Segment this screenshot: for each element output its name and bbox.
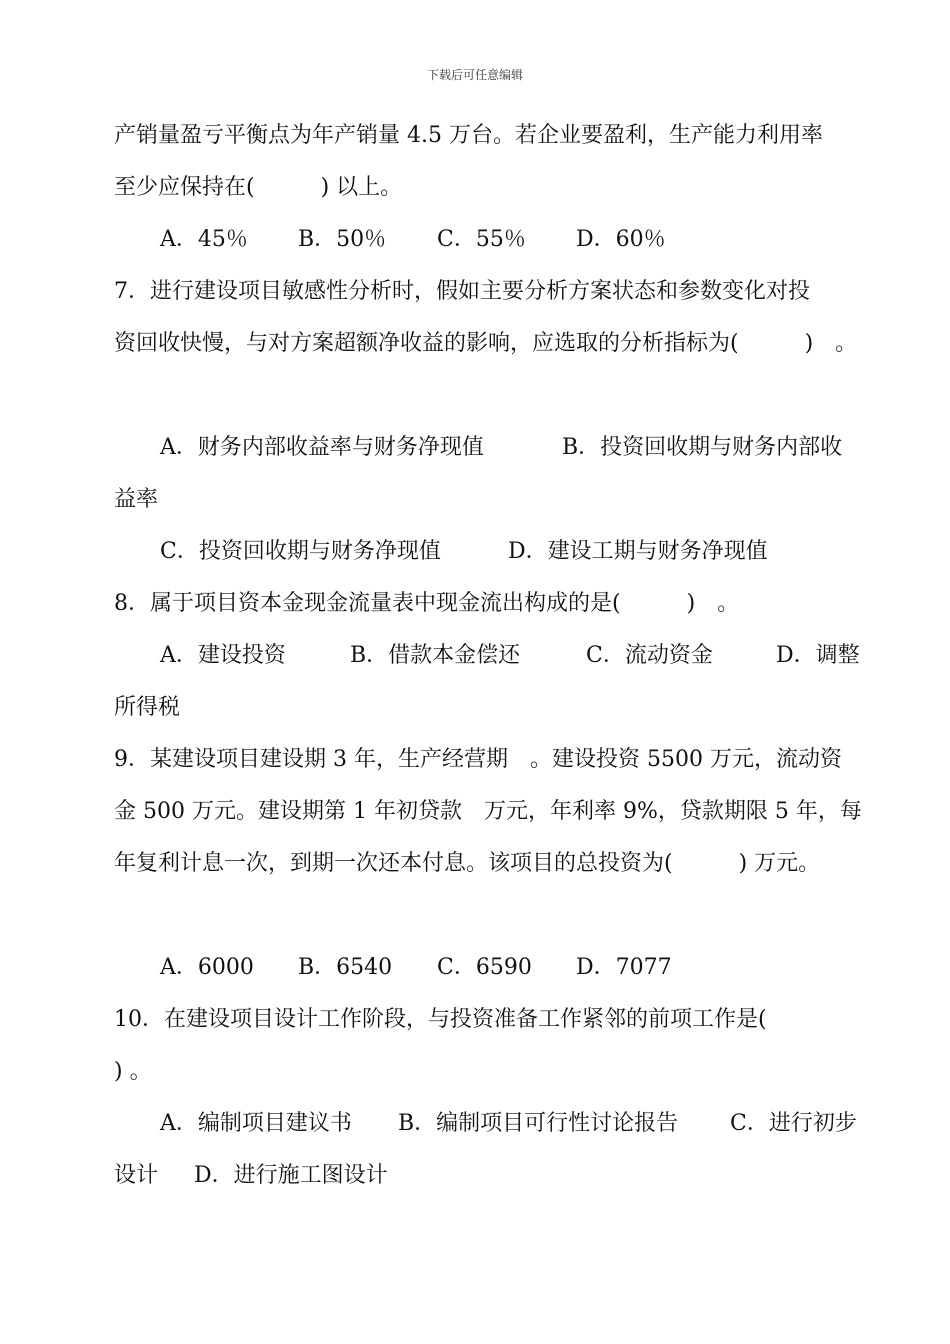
q7-line-2: 资回收快慢，与对方案超额净收益的影响，应选取的分析指标为( ) 。 <box>114 331 858 356</box>
q10-option-c: C．进行初步 <box>730 1111 857 1136</box>
q10-line-1: 10．在建设项目设计工作阶段，与投资准备工作紧邻的前项工作是( <box>114 1007 767 1032</box>
q9-option-b: B．6540 <box>298 955 393 980</box>
q10-line-2: ) 。 <box>114 1059 152 1084</box>
q6-line-1: 产销量盈亏平衡点为年产销量 4.5 万台。若企业要盈利，生产能力利用率 <box>114 123 823 148</box>
q10-option-b: B．编制项目可行性讨论报告 <box>398 1111 679 1136</box>
page-header: 下载后可任意编辑 <box>426 68 523 82</box>
q10-option-c-wrap: 设计 <box>114 1163 159 1188</box>
q7-line-1: 7．进行建设项目敏感性分析时，假如主要分析方案状态和参数变化对投 <box>114 279 810 304</box>
q7-option-b: B．投资回收期与财务内部收 <box>562 435 843 460</box>
q8-option-c: C．流动资金 <box>586 643 713 668</box>
q9-option-d: D．7077 <box>576 955 672 980</box>
q7-option-d: D．建设工期与财务净现值 <box>508 539 768 564</box>
q9-option-c: C．6590 <box>437 955 532 980</box>
q7-option-a: A．财务内部收益率与财务净现值 <box>160 435 484 460</box>
q9-line-2: 金 500 万元。建设期第 1 年初贷款 万元，年利率 9%，贷款期限 5 年，每 <box>114 799 862 824</box>
q10-option-d: D．进行施工图设计 <box>194 1163 388 1188</box>
q6-option-d: D．60％ <box>576 227 666 252</box>
q8-option-d: D．调整 <box>776 643 860 668</box>
q6-line-2: 至少应保持在( ) 以上。 <box>114 175 403 200</box>
q8-option-b: B．借款本金偿还 <box>350 643 521 668</box>
q9-line-3: 年复利计息一次，到期一次还本付息。该项目的总投资为( ) 万元。 <box>114 851 821 876</box>
q10-option-a: A．编制项目建议书 <box>160 1111 352 1136</box>
q7-option-c: C．投资回收期与财务净现值 <box>160 539 441 564</box>
q8-option-d-wrap: 所得税 <box>114 695 181 720</box>
q6-option-b: B．50％ <box>298 227 387 252</box>
q7-option-b-wrap: 益率 <box>114 487 159 512</box>
q9-option-a: A．6000 <box>160 955 254 980</box>
q6-option-c: C．55％ <box>437 227 526 252</box>
q9-line-1: 9．某建设项目建设期 3 年，生产经营期 。建设投资 5500 万元，流动资 <box>114 747 842 772</box>
q8-line-1: 8．属于项目资本金现金流量表中现金流出构成的是( ) 。 <box>114 591 740 616</box>
q8-option-a: A．建设投资 <box>160 643 286 668</box>
q6-option-a: A．45％ <box>160 227 248 252</box>
